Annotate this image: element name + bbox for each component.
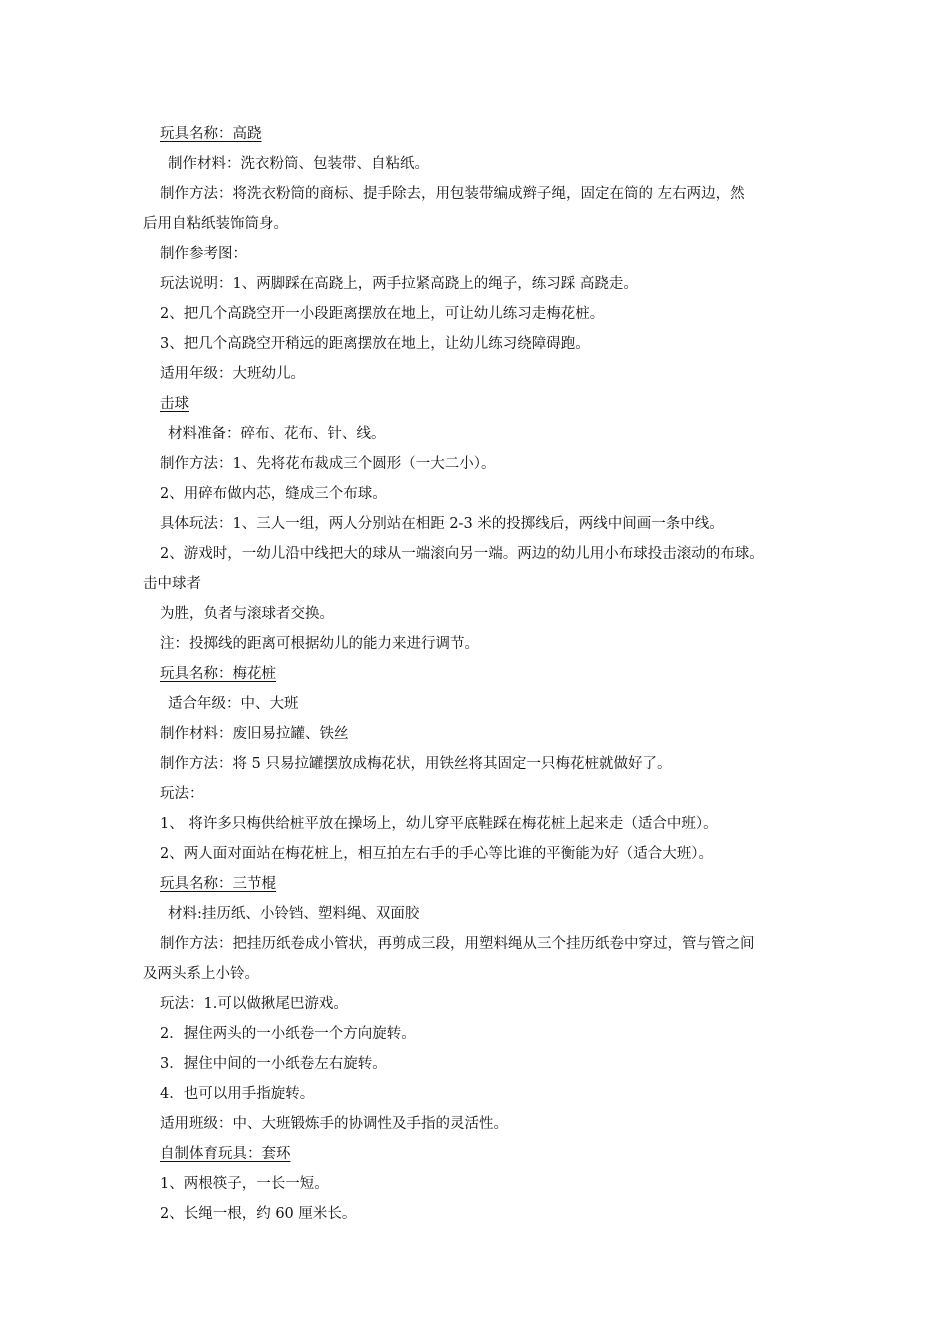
- text-line: [143, 719, 807, 749]
- document-body: [143, 119, 807, 1229]
- text-line: [143, 419, 807, 449]
- text-line-content: 击中球者: [143, 576, 201, 592]
- text-line: [143, 1199, 807, 1229]
- text-line: [143, 1049, 807, 1079]
- text-line-content: 为胜，负者与滚球者交换。: [160, 606, 334, 622]
- section-heading-text: 玩具名称：三节棍: [160, 876, 276, 892]
- text-line: [143, 569, 807, 599]
- text-line-content: 注：投掷线的距离可根据幼儿的能力来进行调节。: [160, 636, 479, 652]
- text-line: [143, 329, 807, 359]
- text-line-content: 2、两人面对面站在梅花桩上，相互拍左右手的手心等比谁的平衡能为好（适合大班）。: [160, 846, 713, 862]
- section-heading: [143, 119, 807, 149]
- section-heading-text: 玩具名称：高跷: [160, 126, 262, 142]
- text-line-content: 2、游戏时，一幼儿沿中线把大的球从一端滚向另一端。两边的幼儿用小布球投击滚动的布球。: [160, 546, 764, 562]
- text-line-content: 制作材料：洗衣粉筒、包装带、自粘纸。: [168, 156, 429, 172]
- text-line-content: 玩法说明：1、两脚踩在高跷上，两手拉紧高跷上的绳子，练习踩 高跷走。: [160, 276, 638, 292]
- text-line-content: 2、长绳一根，约 60 厘米长。: [160, 1206, 357, 1222]
- text-line: [143, 929, 807, 959]
- text-line-content: 制作方法：把挂历纸卷成小管状，再剪成三段，用塑料绳从三个挂历纸卷中穿过，管与管之间: [160, 936, 755, 952]
- text-line-content: 1、两根筷子，一长一短。: [160, 1176, 329, 1192]
- section-heading: [143, 869, 807, 899]
- text-line: [143, 809, 807, 839]
- text-line-content: 玩法：1.可以做揪尾巴游戏。: [160, 996, 348, 1012]
- text-line-content: 2、用碎布做内芯，缝成三个布球。: [160, 486, 387, 502]
- text-line: [143, 1109, 807, 1139]
- text-line-content: 制作材料：废旧易拉罐、铁丝: [160, 726, 349, 742]
- text-line: [143, 599, 807, 629]
- text-line-content: 4．也可以用手指旋转。: [160, 1086, 315, 1102]
- text-line: [143, 1079, 807, 1109]
- text-line-content: 材料:挂历纸、小铃铛、塑料绳、双面胶: [168, 906, 420, 922]
- text-line-content: 1、 将许多只梅供给桩平放在操场上，幼儿穿平底鞋踩在梅花桩上起来走（适合中班）。: [160, 816, 718, 832]
- text-line: [143, 239, 807, 269]
- section-heading: [143, 659, 807, 689]
- text-line-content: 适用年级：大班幼儿。: [160, 366, 305, 382]
- text-line: [143, 749, 807, 779]
- section-heading: [143, 1139, 807, 1169]
- text-line-content: 玩法：: [160, 786, 204, 802]
- text-line: [143, 629, 807, 659]
- text-line: [143, 449, 807, 479]
- text-line-content: 适合年级：中、大班: [168, 696, 299, 712]
- section-heading-text: 自制体育玩具：套环: [160, 1146, 291, 1162]
- text-line-content: 适用班级：中、大班锻炼手的协调性及手指的灵活性。: [160, 1116, 508, 1132]
- text-line: [143, 1019, 807, 1049]
- text-line-content: 制作方法：将洗衣粉筒的商标、提手除去，用包装带编成辫子绳，固定在筒的 左右两边，然: [160, 186, 745, 202]
- text-line: [143, 359, 807, 389]
- text-line-content: 2、把几个高跷空开一小段距离摆放在地上，可让幼儿练习走梅花桩。: [160, 306, 605, 322]
- section-heading-text: 玩具名称：梅花桩: [160, 666, 276, 682]
- section-heading: [143, 389, 807, 419]
- text-line-content: 2．握住两头的一小纸卷一个方向旋转。: [160, 1026, 416, 1042]
- text-line-content: 后用自粘纸装饰筒身。: [143, 216, 288, 232]
- text-line-content: 制作方法：将 5 只易拉罐摆放成梅花状，用铁丝将其固定一只梅花桩就做好了。: [160, 756, 672, 772]
- text-line: [143, 539, 807, 569]
- text-line: [143, 839, 807, 869]
- text-line: [143, 509, 807, 539]
- text-line: [143, 479, 807, 509]
- text-line-content: 具体玩法：1、三人一组，两人分别站在相距 2-3 米的投掷线后，两线中间画一条中线。: [160, 516, 724, 532]
- text-line: [143, 989, 807, 1019]
- text-line: [143, 959, 807, 989]
- text-line: [143, 779, 807, 809]
- text-line-content: 3、把几个高跷空开稍远的距离摆放在地上，让幼儿练习绕障碍跑。: [160, 336, 590, 352]
- text-line-content: 3．握住中间的一小纸卷左右旋转。: [160, 1056, 387, 1072]
- text-line: [143, 689, 807, 719]
- section-heading-text: 击球: [160, 396, 189, 412]
- text-line: [143, 269, 807, 299]
- text-line-content: 材料准备：碎布、花布、针、线。: [168, 426, 386, 442]
- text-line: [143, 299, 807, 329]
- text-line: [143, 1169, 807, 1199]
- text-line: [143, 149, 807, 179]
- text-line: [143, 209, 807, 239]
- text-line-content: 制作方法：1、先将花布裁成三个圆形（一大二小）。: [160, 456, 496, 472]
- text-line: [143, 179, 807, 209]
- text-line: [143, 899, 807, 929]
- text-line-content: 及两头系上小铃。: [143, 966, 259, 982]
- text-line-content: 制作参考图：: [160, 246, 247, 262]
